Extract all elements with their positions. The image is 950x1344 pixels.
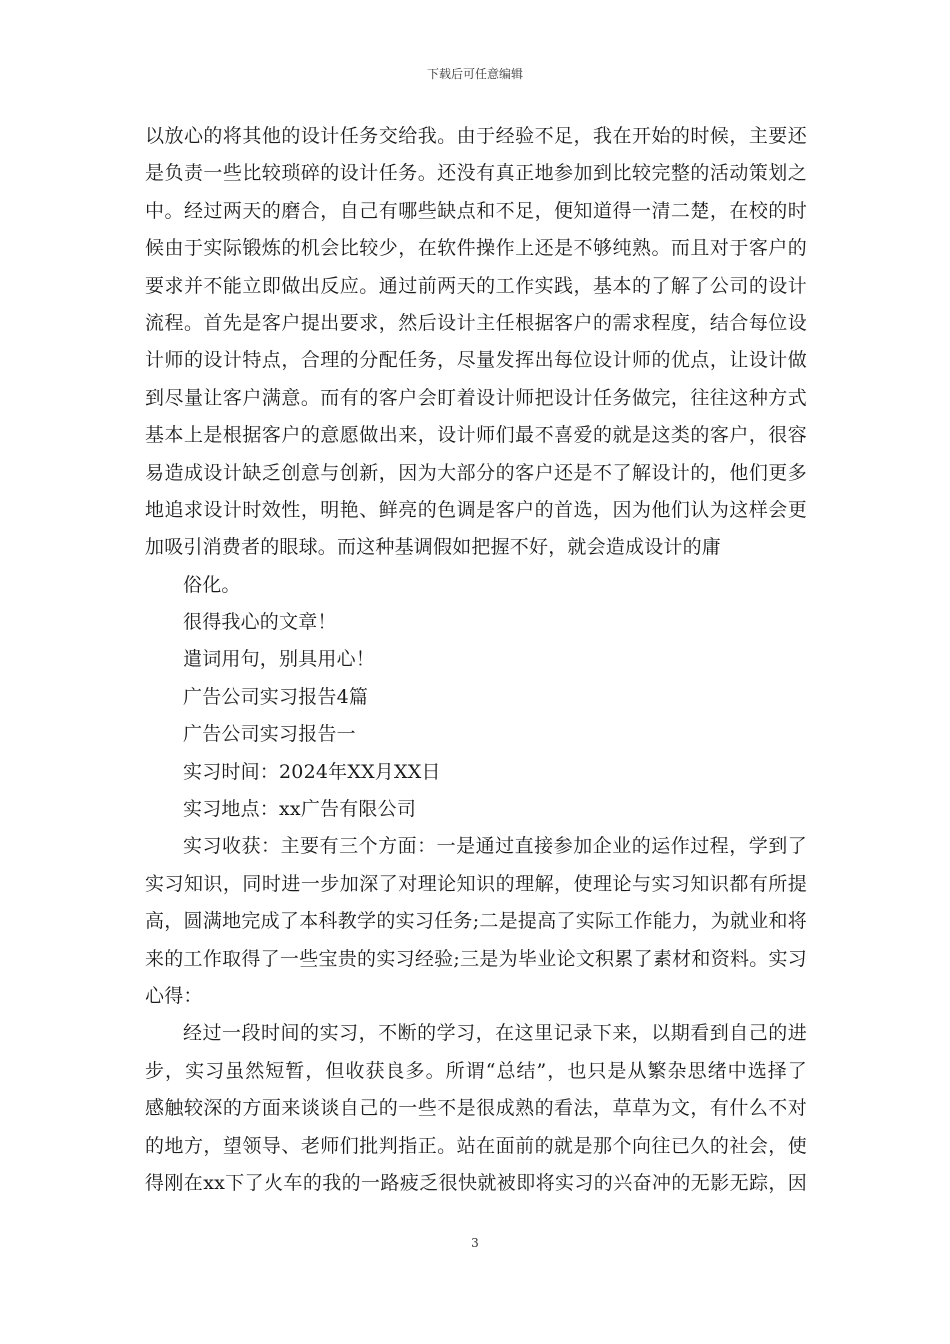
comment-line: 很得我心的文章！ <box>183 611 337 634</box>
body-line: 经过一段时间的实习，不断的学习，在这里记录下来，以期看到自己的进 <box>183 1022 807 1045</box>
body-line: 流程。首先是客户提出要求，然后设计主任根据客户的需求程度，结合每位设 <box>145 311 807 334</box>
document-body <box>145 118 807 1202</box>
section-subtitle: 广告公司实习报告一 <box>183 723 356 746</box>
body-line: 是负责一些比较琐碎的设计任务。还没有真正地参加到比较完整的活动策划之 <box>145 162 807 185</box>
body-line: 基本上是根据客户的意愿做出来，设计师们最不喜爱的就是这类的客户，很容 <box>145 424 807 447</box>
body-line: 到尽量让客户满意。而有的客户会盯着设计师把设计任务做完，往往这种方式 <box>145 386 807 409</box>
body-line: 中。经过两天的磨合，自己有哪些缺点和不足，便知道得一清二楚，在校的时 <box>145 199 807 222</box>
page-header: 下载后可任意编辑 <box>426 67 523 81</box>
body-line: 俗化。 <box>183 573 241 596</box>
body-line: 步，实习虽然短暂，但收获良多。所谓“总结”，也只是从繁杂思绪中选择了 <box>145 1059 807 1082</box>
body-line: 高，圆满地完成了本科教学的实习任务;二是提高了实际工作能力，为就业和将 <box>145 910 807 933</box>
body-line: 要求并不能立即做出反应。通过前两天的工作实践，基本的了解了公司的设计 <box>145 274 807 297</box>
internship-location: 实习地点：xx广告有限公司 <box>183 798 417 821</box>
body-line: 感触较深的方面来谈谈自己的一些不是很成熟的看法，草草为文，有什么不对 <box>145 1097 807 1120</box>
page-number: 3 <box>471 1236 479 1250</box>
section-title: 广告公司实习报告4篇 <box>183 685 369 708</box>
body-line: 易造成设计缺乏创意与创新，因为大部分的客户还是不了解设计的，他们更多 <box>145 461 807 484</box>
body-line: 心得： <box>145 984 203 1007</box>
body-line: 实习收获：主要有三个方面：一是通过直接参加企业的运作过程，学到了 <box>183 835 807 858</box>
body-line: 得刚在xx下了火车的我的一路疲乏很快就被即将实习的兴奋冲的无影无踪，因 <box>145 1171 807 1194</box>
body-line: 候由于实际锻炼的机会比较少，在软件操作上还是不够纯熟。而且对于客户的 <box>145 237 807 260</box>
comment-line: 遣词用句，别具用心！ <box>183 648 376 671</box>
internship-time: 实习时间：2024年XX月XX日 <box>183 760 441 783</box>
body-line: 以放心的将其他的设计任务交给我。由于经验不足，我在开始的时候，主要还 <box>145 125 807 147</box>
body-line: 计师的设计特点，合理的分配任务，尽量发挥出每位设计师的优点，让设计做 <box>145 349 807 372</box>
body-line: 地追求设计时效性，明艳、鲜亮的色调是客户的首选，因为他们认为这样会更 <box>145 498 807 521</box>
body-line: 实习知识，同时进一步加深了对理论知识的理解，使理论与实习知识都有所提 <box>145 872 807 895</box>
body-line: 来的工作取得了一些宝贵的实习经验;三是为毕业论文积累了素材和资料。实习 <box>145 947 807 970</box>
body-line: 加吸引消费者的眼球。而这种基调假如把握不好，就会造成设计的庸 <box>145 536 722 559</box>
body-line: 的地方，望领导、老师们批判指正。站在面前的就是那个向往已久的社会，使 <box>145 1134 807 1157</box>
